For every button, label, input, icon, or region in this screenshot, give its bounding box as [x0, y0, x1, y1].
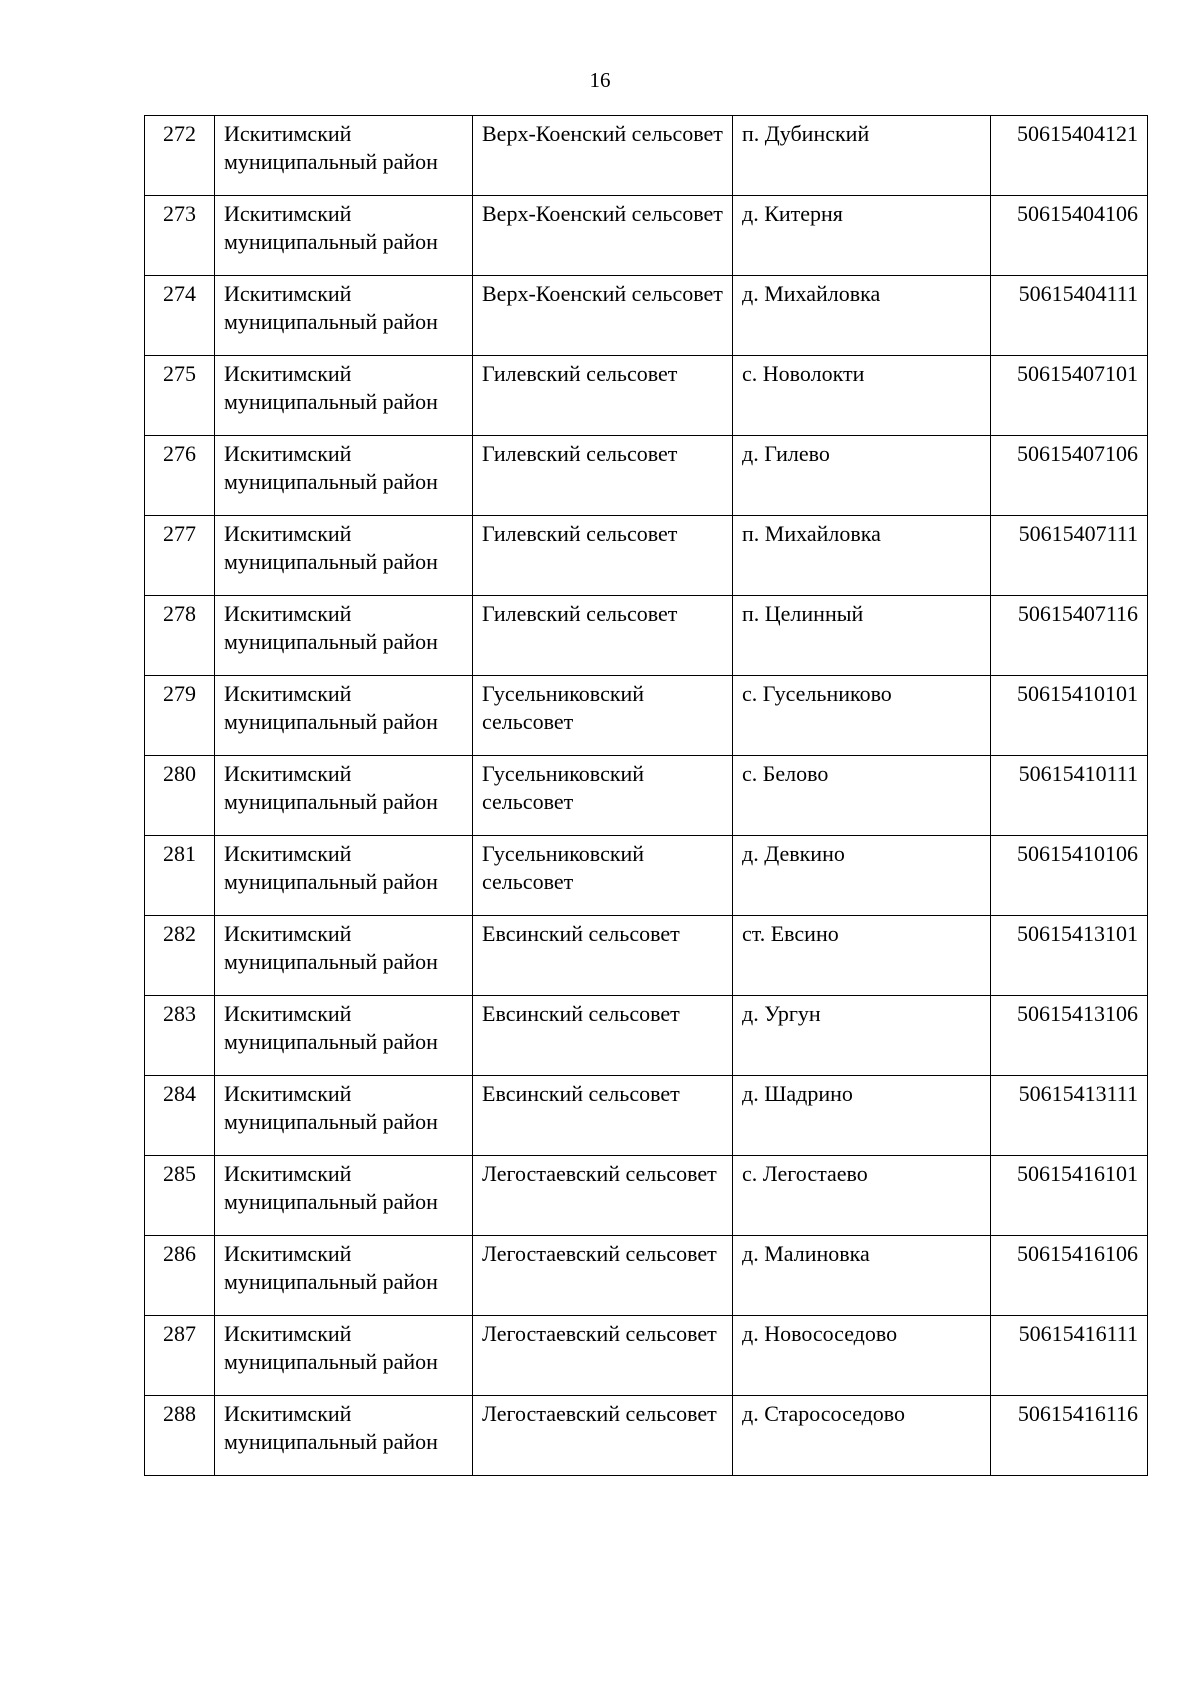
- row-number: 281: [145, 836, 215, 916]
- municipality-cell: Гусельниковский сельсовет: [473, 756, 733, 836]
- row-number: 280: [145, 756, 215, 836]
- municipality-cell: Верх-Коенский сельсовет: [473, 196, 733, 276]
- oktmo-code-cell: 50615404106: [991, 196, 1148, 276]
- district-cell: Искитимский муниципальный район: [215, 916, 473, 996]
- table-row: [145, 676, 1148, 756]
- settlement-cell: д. Старососедово: [733, 1396, 991, 1476]
- table-row: [145, 1156, 1148, 1236]
- table-row: [145, 276, 1148, 356]
- district-cell: Искитимский муниципальный район: [215, 996, 473, 1076]
- district-cell: Искитимский муниципальный район: [215, 596, 473, 676]
- settlement-cell: д. Девкино: [733, 836, 991, 916]
- oktmo-code-cell: 50615410101: [991, 676, 1148, 756]
- oktmo-code-cell: 50615410111: [991, 756, 1148, 836]
- table-body: [145, 116, 1148, 1476]
- settlement-cell: д. Малиновка: [733, 1236, 991, 1316]
- settlement-cell: п. Целинный: [733, 596, 991, 676]
- table-row: [145, 436, 1148, 516]
- oktmo-code-cell: 50615407106: [991, 436, 1148, 516]
- settlement-cell: п. Дубинский: [733, 116, 991, 196]
- oktmo-code-cell: 50615407116: [991, 596, 1148, 676]
- row-number: 282: [145, 916, 215, 996]
- oktmo-code-cell: 50615404121: [991, 116, 1148, 196]
- municipality-cell: Евсинский сельсовет: [473, 916, 733, 996]
- settlement-cell: д. Михайловка: [733, 276, 991, 356]
- settlement-cell: с. Гусельниково: [733, 676, 991, 756]
- municipality-cell: Верх-Коенский сельсовет: [473, 116, 733, 196]
- municipality-cell: Легостаевский сельсовет: [473, 1316, 733, 1396]
- district-cell: Искитимский муниципальный район: [215, 756, 473, 836]
- oktmo-code-cell: 50615416101: [991, 1156, 1148, 1236]
- table-row: [145, 916, 1148, 996]
- table-row: [145, 1396, 1148, 1476]
- row-number: 287: [145, 1316, 215, 1396]
- settlement-cell: д. Китерня: [733, 196, 991, 276]
- row-number: 283: [145, 996, 215, 1076]
- municipality-cell: Гилевский сельсовет: [473, 596, 733, 676]
- table-row: [145, 516, 1148, 596]
- settlement-cell: д. Новососедово: [733, 1316, 991, 1396]
- table-row: [145, 196, 1148, 276]
- municipality-cell: Гилевский сельсовет: [473, 516, 733, 596]
- settlement-cell: с. Белово: [733, 756, 991, 836]
- table-row: [145, 356, 1148, 436]
- district-cell: Искитимский муниципальный район: [215, 1316, 473, 1396]
- table-row: [145, 596, 1148, 676]
- municipality-cell: Евсинский сельсовет: [473, 996, 733, 1076]
- municipality-cell: Верх-Коенский сельсовет: [473, 276, 733, 356]
- row-number: 276: [145, 436, 215, 516]
- district-cell: Искитимский муниципальный район: [215, 836, 473, 916]
- district-cell: Искитимский муниципальный район: [215, 1396, 473, 1476]
- municipality-cell: Гилевский сельсовет: [473, 356, 733, 436]
- municipality-cell: Гусельниковский сельсовет: [473, 836, 733, 916]
- oktmo-code-cell: 50615416106: [991, 1236, 1148, 1316]
- municipality-cell: Легостаевский сельсовет: [473, 1396, 733, 1476]
- table-row: [145, 996, 1148, 1076]
- municipality-cell: Гилевский сельсовет: [473, 436, 733, 516]
- row-number: 284: [145, 1076, 215, 1156]
- oktmo-code-cell: 50615416111: [991, 1316, 1148, 1396]
- oktmo-code-cell: 50615413111: [991, 1076, 1148, 1156]
- district-cell: Искитимский муниципальный район: [215, 436, 473, 516]
- row-number: 273: [145, 196, 215, 276]
- row-number: 288: [145, 1396, 215, 1476]
- settlement-cell: д. Ургун: [733, 996, 991, 1076]
- row-number: 275: [145, 356, 215, 436]
- row-number: 285: [145, 1156, 215, 1236]
- oktmo-code-cell: 50615410106: [991, 836, 1148, 916]
- municipality-cell: Легостаевский сельсовет: [473, 1156, 733, 1236]
- row-number: 278: [145, 596, 215, 676]
- municipality-cell: Гусельниковский сельсовет: [473, 676, 733, 756]
- district-cell: Искитимский муниципальный район: [215, 196, 473, 276]
- municipality-cell: Евсинский сельсовет: [473, 1076, 733, 1156]
- settlement-cell: д. Гилево: [733, 436, 991, 516]
- oktmo-code-cell: 50615413106: [991, 996, 1148, 1076]
- table-row: [145, 1316, 1148, 1396]
- district-cell: Искитимский муниципальный район: [215, 676, 473, 756]
- table-row: [145, 836, 1148, 916]
- oktmo-code-cell: 50615404111: [991, 276, 1148, 356]
- settlement-cell: с. Новолокти: [733, 356, 991, 436]
- settlement-cell: ст. Евсино: [733, 916, 991, 996]
- oktmo-code-cell: 50615407101: [991, 356, 1148, 436]
- page-number: 16: [589, 68, 611, 92]
- municipality-cell: Легостаевский сельсовет: [473, 1236, 733, 1316]
- district-cell: Искитимский муниципальный район: [215, 1156, 473, 1236]
- table-row: [145, 1076, 1148, 1156]
- row-number: 279: [145, 676, 215, 756]
- district-cell: Искитимский муниципальный район: [215, 356, 473, 436]
- row-number: 274: [145, 276, 215, 356]
- oktmo-code-cell: 50615407111: [991, 516, 1148, 596]
- table-row: [145, 756, 1148, 836]
- oktmo-code-cell: 50615413101: [991, 916, 1148, 996]
- row-number: 277: [145, 516, 215, 596]
- table-row: [145, 116, 1148, 196]
- settlement-cell: п. Михайловка: [733, 516, 991, 596]
- district-cell: Искитимский муниципальный район: [215, 516, 473, 596]
- district-cell: Искитимский муниципальный район: [215, 116, 473, 196]
- oktmo-code-cell: 50615416116: [991, 1396, 1148, 1476]
- settlements-table: [144, 115, 1148, 1476]
- row-number: 272: [145, 116, 215, 196]
- table-row: [145, 1236, 1148, 1316]
- district-cell: Искитимский муниципальный район: [215, 276, 473, 356]
- settlement-cell: д. Шадрино: [733, 1076, 991, 1156]
- settlement-cell: с. Легостаево: [733, 1156, 991, 1236]
- district-cell: Искитимский муниципальный район: [215, 1236, 473, 1316]
- district-cell: Искитимский муниципальный район: [215, 1076, 473, 1156]
- row-number: 286: [145, 1236, 215, 1316]
